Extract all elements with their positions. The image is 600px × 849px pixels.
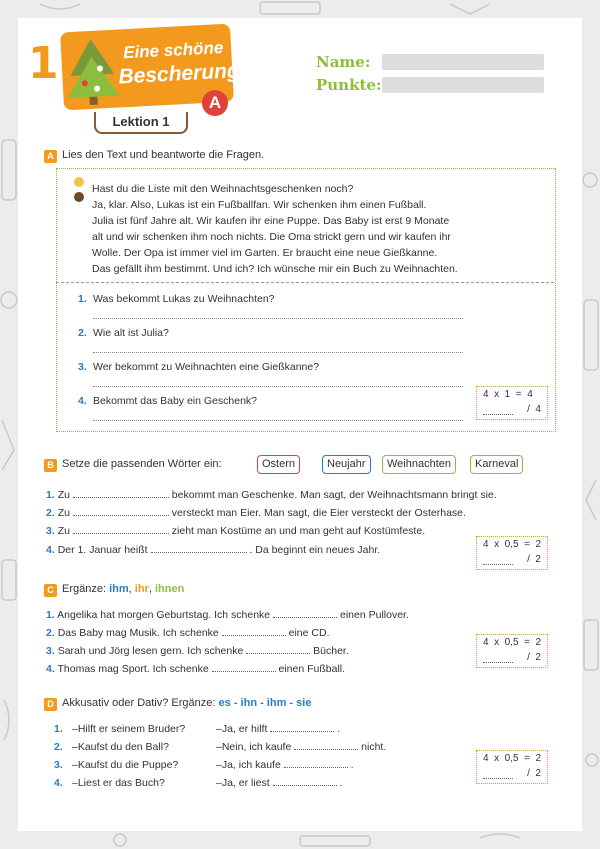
answer-line-4[interactable] <box>93 420 463 421</box>
name-label: Name: <box>316 53 371 71</box>
section-d-score-formula: 4 x 0,5 = 2 <box>483 753 542 764</box>
answer-line-3[interactable] <box>93 386 463 387</box>
section-d-item-2-answer <box>216 740 386 754</box>
answer-prefix: –Ja, er hilft <box>216 723 268 735</box>
section-d-title-text: Akkusativ oder Dativ? Ergänze: <box>62 697 216 709</box>
points-label: Punkte: <box>316 76 382 94</box>
question-3-text: Wer bekommt zu Weihnachten eine Gießkanne? <box>93 361 320 373</box>
blank-field[interactable] <box>73 488 169 498</box>
section-d-item-4-number: 4. <box>54 777 63 789</box>
item-number: 3. <box>46 525 55 537</box>
question-2-number: 2. <box>78 327 87 339</box>
item-suffix: eine CD. <box>288 627 330 639</box>
answer-suffix: . <box>337 723 341 735</box>
section-d-item-1-number: 1. <box>54 723 63 735</box>
reading-line-5: Wolle. Der Opa ist immer viel im Garten. Er braucht eine neue Gießkanne. <box>92 247 438 259</box>
item-suffix: . Da beginnt ein neues Jahr. <box>249 544 381 556</box>
item-number: 2. <box>46 507 55 519</box>
question-4-text: Bekommt das Baby ein Geschenk? <box>93 395 258 407</box>
item-suffix: einen Pullover. <box>340 609 409 621</box>
blank-field[interactable] <box>294 740 358 750</box>
blank-field[interactable] <box>222 626 286 636</box>
item-number: 4. <box>46 544 55 556</box>
item-prefix: Thomas mag Sport. Ich schenke <box>57 663 209 675</box>
reading-line-4: alt und wir schenken ihm noch nichts. Die Oma strickt gern und wir kaufen ihr <box>92 231 451 243</box>
chip-weihnachten: Weihnachten <box>382 455 456 474</box>
section-b-item-4 <box>46 543 380 557</box>
section-a-divider <box>56 282 554 283</box>
section-c-score-box <box>476 634 548 668</box>
reading-line-3: Julia ist fünf Jahre alt. Wir kaufen ihr eine Puppe. Das Baby ist erst 9 Monate <box>92 215 450 227</box>
item-suffix: zieht man Kostüme an und man geht auf Kostümfeste. <box>171 525 426 537</box>
blank-field[interactable] <box>273 776 337 786</box>
section-c-score-total: / 2 <box>527 652 541 663</box>
section-c-title: Ergänze: ihm, ihr, ihnen <box>62 583 185 595</box>
answer-line-1[interactable] <box>93 318 463 319</box>
item-prefix: Angelika hat morgen Geburtstag. Ich schenke <box>57 609 271 621</box>
worksheet <box>18 18 582 831</box>
section-d-item-3-number: 3. <box>54 759 63 771</box>
section-a-title: Lies den Text und beantworte die Fragen. <box>62 149 265 161</box>
lesson-number: 1 <box>28 38 59 89</box>
item-prefix: Sarah und Jörg lesen gern. Ich schenke <box>57 645 244 657</box>
word-ihr: ihr <box>134 583 149 595</box>
question-1-number: 1. <box>78 293 87 305</box>
question-1-text: Was bekommt Lukas zu Weihnachten? <box>93 293 275 305</box>
blank-field[interactable] <box>284 758 348 768</box>
reading-line-2: Ja, klar. Also, Lukas ist ein Fußballfan. Wir schenken ihm einen Fußball. <box>92 199 427 211</box>
section-d-words: es - ihn - ihm - sie <box>218 697 312 709</box>
section-c-item-3 <box>46 644 349 658</box>
section-d-item-1-question: –Hilft er seinem Bruder? <box>72 723 186 735</box>
item-prefix: Der 1. Januar heißt <box>57 544 148 556</box>
item-number: 1. <box>46 489 55 501</box>
item-prefix: Zu <box>57 489 70 501</box>
section-d-title <box>62 697 311 709</box>
blank-field[interactable] <box>73 524 169 534</box>
section-a-score-formula: 4 x 1 = 4 <box>483 389 533 400</box>
section-b-item-1 <box>46 488 497 502</box>
item-suffix: einen Fußball. <box>278 663 346 675</box>
answer-suffix: . <box>339 777 343 789</box>
section-a-score-blank[interactable] <box>483 414 513 415</box>
section-b-badge: B <box>44 459 57 472</box>
lesson-tab: Lektion 1 <box>94 112 188 134</box>
section-d-item-2-number: 2. <box>54 741 63 753</box>
section-a-badge: A <box>44 150 57 163</box>
blank-field[interactable] <box>151 543 247 553</box>
section-d-score-total: / 2 <box>527 768 541 779</box>
reading-line-1: Hast du die Liste mit den Weihnachtsgeschenken noch? <box>92 183 354 195</box>
section-d-score-blank[interactable] <box>483 778 513 779</box>
question-4-number: 4. <box>78 395 87 407</box>
item-prefix: Das Baby mag Musik. Ich schenke <box>57 627 219 639</box>
word-ihnen: ihnen <box>154 583 185 595</box>
section-c-item-1 <box>46 608 409 622</box>
item-prefix: Zu <box>57 507 70 519</box>
answer-prefix: –Ja, ich kaufe <box>216 759 281 771</box>
version-badge: A <box>202 90 228 116</box>
dialogue-avatars-icon <box>72 176 86 206</box>
section-c-badge: C <box>44 584 57 597</box>
item-suffix: bekommt man Geschenke. Man sagt, der Weihnachtsmann bringt sie. <box>171 489 497 501</box>
section-d-item-3-answer <box>216 758 354 772</box>
section-b-item-3 <box>46 524 425 538</box>
section-a-score-box <box>476 386 548 420</box>
section-c-score-formula: 4 x 0,5 = 2 <box>483 637 542 648</box>
item-number: 2. <box>46 627 55 639</box>
answer-suffix: nicht. <box>361 741 387 753</box>
section-b-item-2 <box>46 506 466 520</box>
answer-line-2[interactable] <box>93 352 463 353</box>
item-suffix: Bücher. <box>313 645 349 657</box>
chip-ostern: Ostern <box>257 455 300 474</box>
section-d-item-2-question: –Kaufst du den Ball? <box>72 741 169 753</box>
chip-neujahr: Neujahr <box>322 455 371 474</box>
section-b-score-blank[interactable] <box>483 564 513 565</box>
section-a-score-total: / 4 <box>527 404 541 415</box>
blank-field[interactable] <box>73 506 169 516</box>
section-b-title: Setze die passenden Wörter ein: <box>62 458 222 470</box>
section-d-item-1-answer <box>216 722 340 736</box>
blank-field[interactable] <box>246 644 310 654</box>
logo-line-2: Bescherung <box>117 59 241 89</box>
word-ihm: ihm <box>109 583 129 595</box>
item-number: 3. <box>46 645 55 657</box>
section-d-item-3-question: –Kaufst du die Puppe? <box>72 759 179 771</box>
section-b-score-formula: 4 x 0,5 = 2 <box>483 539 542 550</box>
name-field[interactable] <box>382 54 544 70</box>
section-c-title-text: Ergänze: <box>62 583 107 595</box>
question-3-number: 3. <box>78 361 87 373</box>
logo-line-1: Eine schöne <box>122 37 224 63</box>
section-c-item-4 <box>46 662 345 676</box>
blank-field[interactable] <box>212 662 276 672</box>
item-suffix: versteckt man Eier. Man sagt, die Eier versteckt der Osterhase. <box>171 507 466 519</box>
christmas-tree-icon <box>60 29 124 110</box>
question-2-text: Wie alt ist Julia? <box>93 327 169 339</box>
section-b-score-total: / 2 <box>527 554 541 565</box>
section-d-item-4-question: –Liest er das Buch? <box>72 777 165 789</box>
section-d-item-4-answer <box>216 776 342 790</box>
section-d-badge: D <box>44 698 57 711</box>
section-c-score-blank[interactable] <box>483 662 513 663</box>
answer-prefix: –Ja, er liest <box>216 777 270 789</box>
blank-field[interactable] <box>273 608 337 618</box>
item-number: 1. <box>46 609 55 621</box>
chip-karneval: Karneval <box>470 455 523 474</box>
reading-line-6: Das gefällt ihm bestimmt. Und ich? Ich wünsche mir ein Buch zu Weihnachten. <box>92 263 458 275</box>
answer-prefix: –Nein, ich kaufe <box>216 741 292 753</box>
item-prefix: Zu <box>57 525 70 537</box>
section-c-item-2 <box>46 626 329 640</box>
blank-field[interactable] <box>270 722 334 732</box>
points-field[interactable] <box>382 77 544 93</box>
section-b-score-box <box>476 536 548 570</box>
item-number: 4. <box>46 663 55 675</box>
answer-suffix: . <box>350 759 354 771</box>
section-d-score-box <box>476 750 548 784</box>
